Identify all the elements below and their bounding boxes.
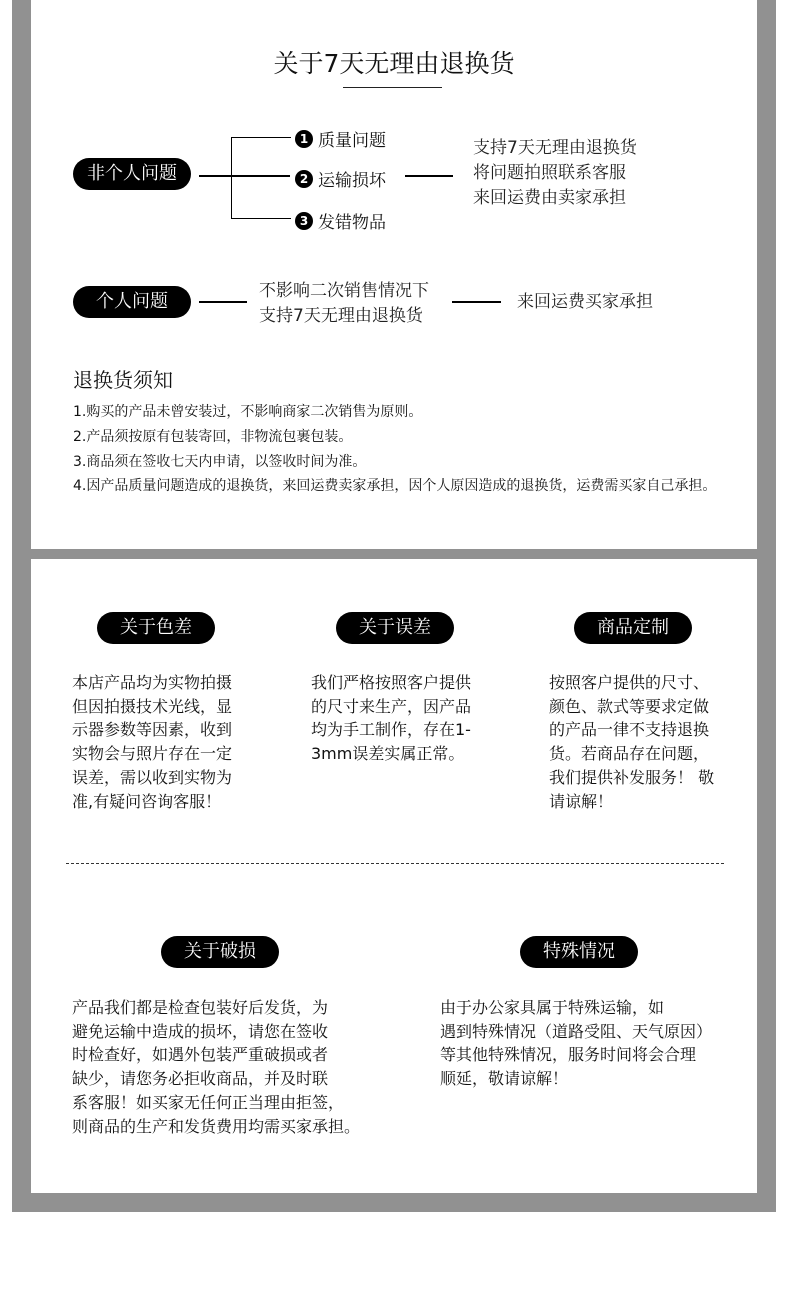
text-line: 按照客户提供的尺寸、 <box>549 673 710 692</box>
dashed-divider <box>66 863 724 864</box>
text-line: 本店产品均为实物拍摄 <box>72 673 233 692</box>
notice-item-2: 2.产品须按原有包装寄回，非物流包裹包装。 <box>73 429 353 445</box>
text-line: 产品我们都是检查包装好后发货，为 <box>72 998 329 1017</box>
text-line: 均为手工制作，存在1- <box>311 720 471 740</box>
number-badge: 2 <box>295 170 313 188</box>
text-line: 避免运输中造成的损坏，请您在签收 <box>72 1021 329 1041</box>
connector-line <box>199 301 247 303</box>
text-line: 货。若商品存在问题， <box>549 744 710 764</box>
text-line: 缺少，请您务必拒收商品，并及时联 <box>72 1069 329 1089</box>
notice-item-3: 3.商品须在签收七天内申请，以签收时间为准。 <box>73 454 367 470</box>
issue-item-quality <box>295 126 386 151</box>
special-situation-text <box>440 996 712 1091</box>
title-underline <box>343 87 442 88</box>
text-line: 请谅解！ <box>549 791 614 811</box>
text-line: 3mm误差实属正常。 <box>311 744 465 764</box>
number-badge: 1 <box>295 130 313 148</box>
non-personal-result-2: 将问题拍照联系客服 <box>473 163 626 183</box>
issue-item-label: 质量问题 <box>318 131 386 151</box>
issue-item-wrong-item <box>295 208 386 233</box>
connector-line <box>199 175 290 177</box>
text-line: 则商品的生产和发货费用均需买家承担。 <box>72 1116 361 1136</box>
connector-line <box>452 301 501 303</box>
notice-item-1: 1.购买的产品未曾安装过，不影响商家二次销售为原则。 <box>73 404 423 420</box>
notice-heading: 退换货须知 <box>73 368 173 392</box>
color-difference-text <box>72 671 232 813</box>
non-personal-result-1: 支持7天无理由退换货 <box>473 138 637 158</box>
size-error-text <box>311 671 471 766</box>
issue-item-label: 运输损坏 <box>318 171 386 191</box>
customization-badge: 商品定制 <box>574 612 692 644</box>
personal-condition-2: 支持7天无理由退换货 <box>259 306 423 326</box>
text-line: 等其他特殊情况，服务时间将会合理 <box>440 1045 697 1065</box>
text-line: 的尺寸来生产，因产品 <box>311 696 472 716</box>
text-line: 但因拍摄技术光线，显 <box>72 696 233 716</box>
text-line: 示器参数等因素，收到 <box>72 720 233 740</box>
text-line: 实物会与照片存在一定 <box>72 744 233 764</box>
non-personal-issue-badge: 非个人问题 <box>73 158 191 190</box>
text-line: 误差，需以收到实物为 <box>72 767 233 787</box>
special-situation-badge: 特殊情况 <box>520 936 638 968</box>
text-line: 由于办公家具属于特殊运输，如 <box>440 998 665 1017</box>
page-title: 关于7天无理由退换货 <box>273 49 515 78</box>
text-line: 我们严格按照客户提供 <box>311 673 472 692</box>
text-line: 顺延，敬请谅解！ <box>440 1069 569 1089</box>
size-error-badge: 关于误差 <box>336 612 454 644</box>
branch-line <box>231 137 232 219</box>
service-info-panel <box>31 559 757 1193</box>
text-line: 系客服！如买家无任何正当理由拒签， <box>72 1092 345 1112</box>
personal-result: 来回运费买家承担 <box>517 292 653 312</box>
return-policy-panel <box>31 0 757 549</box>
damage-text <box>72 996 360 1138</box>
text-line: 颜色、款式等要求定做 <box>549 696 710 716</box>
branch-line <box>231 137 291 138</box>
text-line: 遇到特殊情况（道路受阻、天气原因） <box>440 1021 713 1041</box>
notice-item-4: 4.因产品质量问题造成的退换货，来回运费卖家承担，因个人原因造成的退换货，运费需买家自己承担。 <box>73 478 717 494</box>
text-line: 我们提供补发服务！ 敬 <box>549 767 715 787</box>
non-personal-result-3: 来回运费由卖家承担 <box>473 188 626 208</box>
customization-text <box>549 671 714 813</box>
text-line: 准,有疑问咨询客服！ <box>72 791 222 811</box>
damage-badge: 关于破损 <box>161 936 279 968</box>
branch-line <box>231 218 291 219</box>
personal-issue-badge: 个人问题 <box>73 286 191 318</box>
personal-condition-1: 不影响二次销售情况下 <box>259 281 429 301</box>
text-line: 的产品一律不支持退换 <box>549 720 710 740</box>
text-line: 时检查好，如遇外包装严重破损或者 <box>72 1045 329 1065</box>
connector-line <box>405 175 453 177</box>
number-badge: 3 <box>295 212 313 230</box>
issue-item-transport <box>295 166 386 191</box>
color-difference-badge: 关于色差 <box>97 612 215 644</box>
issue-item-label: 发错物品 <box>318 213 386 233</box>
